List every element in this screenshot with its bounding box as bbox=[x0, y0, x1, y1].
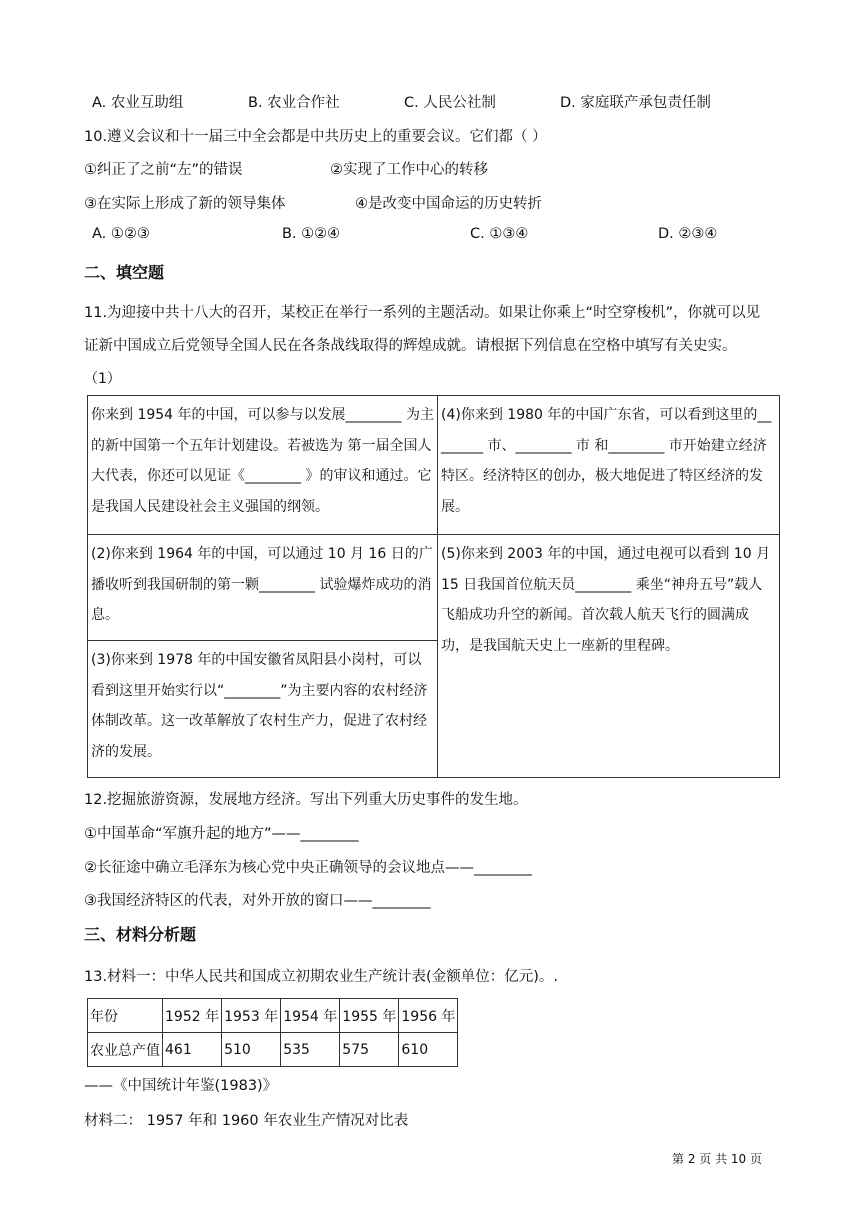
q11-cell-1954-text: 你来到 1954 年的中国，可以参与以发展________ 为主的新中国第一个五年计划建设。若被选为 第一届全国人大代表，你还可以见证《________ 》的审议和通过。它是我国人民建设社会主义强国的纲领。 bbox=[91, 407, 434, 515]
q9-option-c: C. 人民公社制 bbox=[404, 95, 496, 111]
q11-info-table bbox=[87, 395, 780, 778]
table-cell: 1954 年 bbox=[281, 999, 340, 1033]
q10-option-a: A. ①②③ bbox=[92, 226, 150, 242]
q11-cell-1980-text: (4)你来到 1980 年的中国广东省，可以看到这里的________ 市、________ 市 和________ 市开始建立经济特区。经济特区的创办，极大地促进了特区经济的发展。 bbox=[441, 407, 772, 515]
q11-cell-1964 bbox=[88, 535, 438, 641]
q10-item-3: ③在实际上形成了新的领导集体 bbox=[84, 196, 286, 212]
table-cell: 年份 bbox=[88, 999, 163, 1033]
table-cell: 461 bbox=[163, 1033, 222, 1067]
page-number: 第 2 页 共 10 页 bbox=[672, 1152, 762, 1166]
q13-material-1: 13.材料一：中华人民共和国成立初期农业生产统计表(金额单位：亿元)。. bbox=[84, 969, 558, 985]
q11-cell-1980 bbox=[438, 396, 780, 535]
q10-stem: 10.遵义会议和十一届三中全会都是中共历史上的重要会议。它们都（ ） bbox=[84, 129, 547, 145]
q13-source: ——《中国统计年鉴(1983)》 bbox=[84, 1078, 278, 1094]
table-cell: 535 bbox=[281, 1033, 340, 1067]
table-cell: 575 bbox=[340, 1033, 399, 1067]
table-cell: 1953 年 bbox=[222, 999, 281, 1033]
q11-cell-1954 bbox=[88, 396, 438, 535]
q11-part-label: （1） bbox=[84, 371, 121, 387]
q13-material-2: 材料二： 1957 年和 1960 年农业生产情况对比表 bbox=[84, 1113, 409, 1129]
q13-stat-table bbox=[87, 998, 458, 1067]
q10-item-1: ①纠正了之前“左”的错误 bbox=[84, 162, 243, 178]
section-title-fill-in: 二、填空题 bbox=[84, 263, 165, 282]
table-cell: 1955 年 bbox=[340, 999, 399, 1033]
q9-option-b: B. 农业合作社 bbox=[248, 95, 340, 111]
q10-option-b: B. ①②④ bbox=[282, 226, 341, 242]
q11-cell-1978 bbox=[88, 641, 438, 778]
table-cell: 1956 年 bbox=[399, 999, 458, 1033]
q10-option-d: D. ②③④ bbox=[658, 226, 718, 242]
q11-stem-line2: 证新中国成立后党领导全国人民在各条战线取得的辉煌成就。请根据下列信息在空格中填写有关史实。 bbox=[84, 338, 737, 354]
q9-option-d: D. 家庭联产承包责任制 bbox=[560, 95, 711, 111]
table-cell: 农业总产值 bbox=[88, 1033, 163, 1067]
table-cell: 610 bbox=[399, 1033, 458, 1067]
q12-item-3: ③我国经济特区的代表，对外开放的窗口——________ bbox=[84, 893, 431, 909]
q12-stem: 12.挖掘旅游资源，发展地方经济。写出下列重大历史事件的发生地。 bbox=[84, 792, 528, 808]
q9-option-a: A. 农业互助组 bbox=[92, 95, 184, 111]
q11-cell-1978-text: (3)你来到 1978 年的中国安徽省凤阳县小岗村，可以看到这里开始实行以“________”为主要内容的农村经济体制改革。这一改革解放了农村生产力，促进了农村经济的发展。 bbox=[91, 652, 428, 760]
table-cell: 1952 年 bbox=[163, 999, 222, 1033]
q12-item-2: ②长征途中确立毛泽东为核心党中央正确领导的会议地点——________ bbox=[84, 860, 532, 876]
table-row bbox=[88, 1033, 458, 1067]
table-row bbox=[88, 999, 458, 1033]
q11-cell-2003-text: (5)你来到 2003 年的中国，通过电视可以看到 10 月 15 日我国首位航天员________ 乘坐“神舟五号”载人飞船成功升空的新闻。首次载人航天飞行的圆满成功，是我国航天史上一座新的里程碑。 bbox=[441, 546, 771, 654]
q11-cell-1964-text: (2)你来到 1964 年的中国，可以通过 10 月 16 日的广播收听到我国研制的第一颗________ 试验爆炸成功的消息。 bbox=[91, 546, 433, 623]
section-title-material-analysis: 三、材料分析题 bbox=[84, 925, 197, 944]
q11-stem-line1: 11.为迎接中共十八大的召开，某校正在举行一系列的主题活动。如果让你乘上“时空穿梭机”，你就可以见 bbox=[84, 305, 761, 321]
q12-item-1: ①中国革命“军旗升起的地方”——________ bbox=[84, 826, 359, 842]
q10-option-c: C. ①③④ bbox=[470, 226, 529, 242]
table-cell: 510 bbox=[222, 1033, 281, 1067]
q11-cell-2003 bbox=[438, 535, 780, 778]
q10-item-4: ④是改变中国命运的历史转折 bbox=[355, 196, 542, 212]
q10-item-2: ②实现了工作中心的转移 bbox=[330, 162, 488, 178]
